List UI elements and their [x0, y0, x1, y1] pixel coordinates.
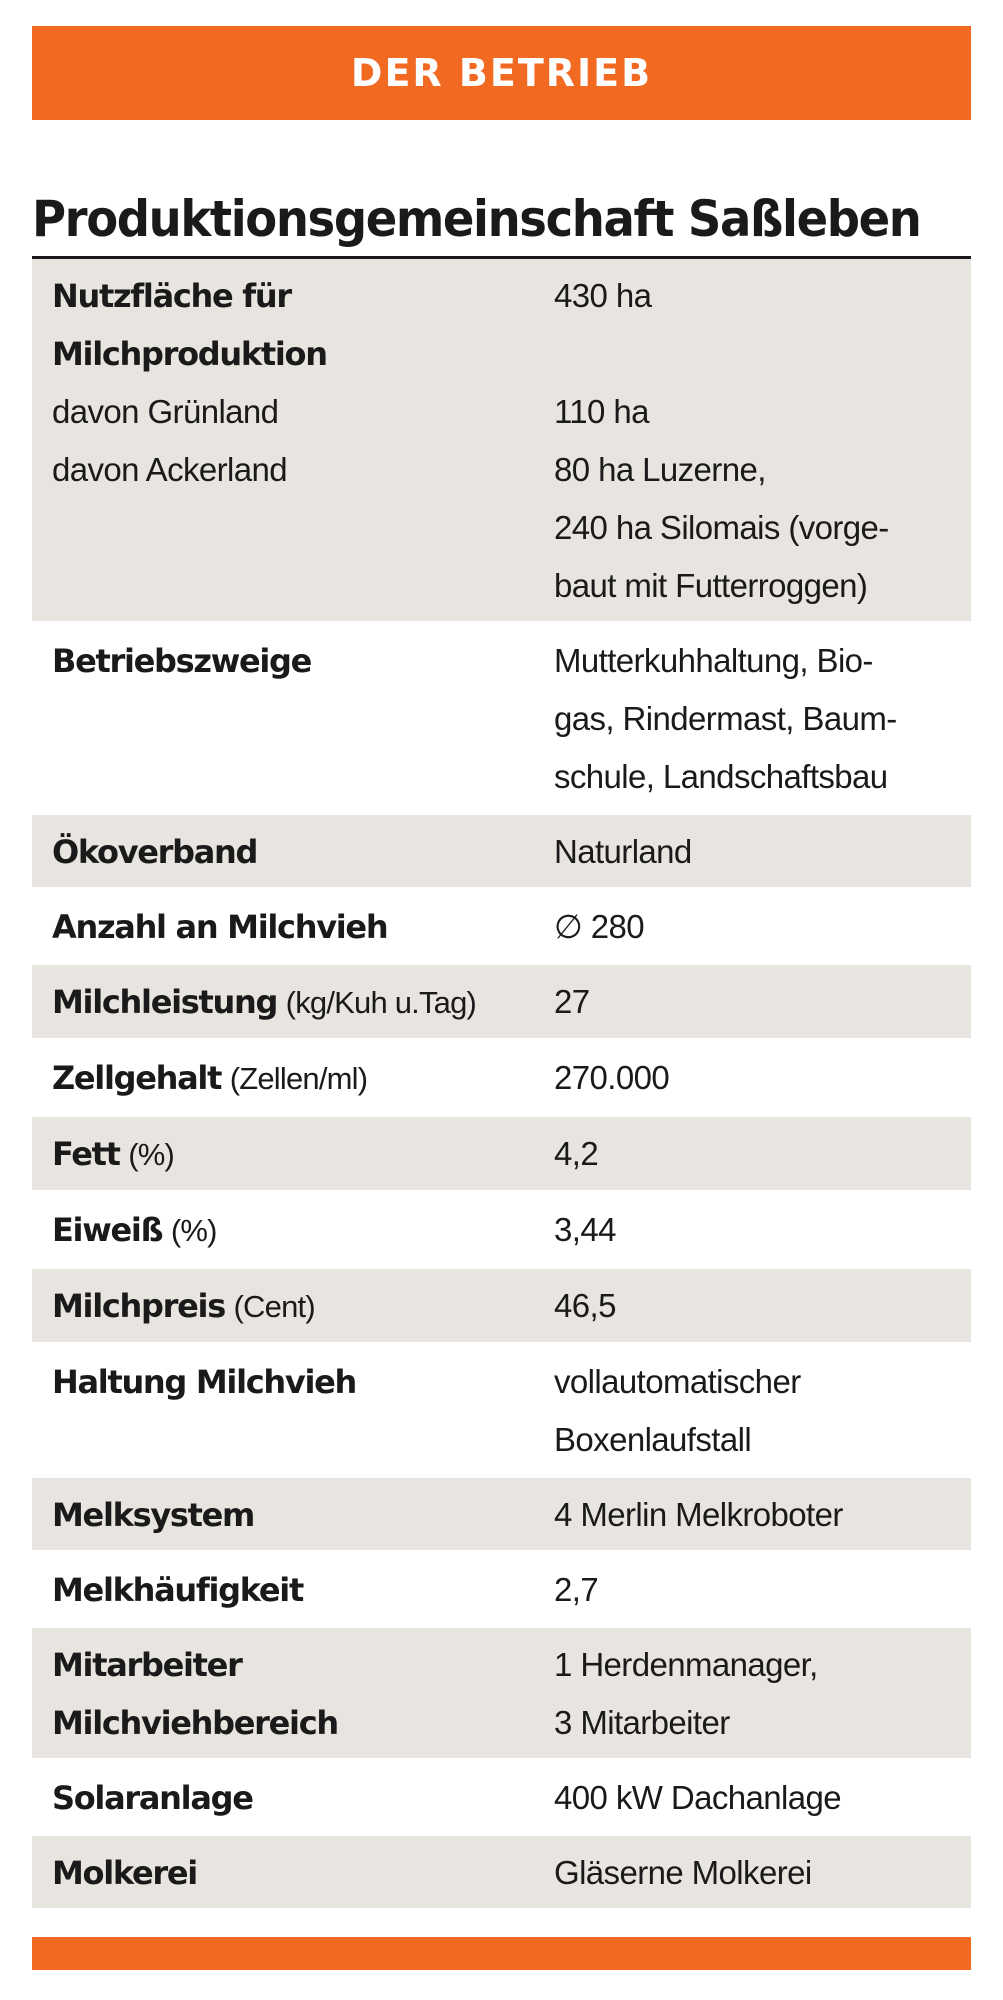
row-value-cell — [554, 632, 971, 806]
row-value: baut mit Futterroggen) — [554, 567, 868, 604]
row-unit: (kg/Kuh u.Tag) — [285, 985, 477, 1020]
row-label-line — [52, 1201, 554, 1260]
row-label-cell — [32, 1636, 554, 1752]
row-value: 110 ha — [554, 393, 649, 430]
table-row — [32, 624, 971, 812]
row-value: Boxenlaufstall — [554, 1421, 752, 1458]
row-label: Mitarbeiter — [52, 1646, 242, 1684]
row-value-cell — [554, 1049, 971, 1108]
bottom-accent-bar — [32, 1937, 971, 1970]
row-label: Anzahl an Milchvieh — [52, 908, 388, 946]
row-label: Eiweiß — [52, 1211, 163, 1249]
table-row — [32, 1345, 971, 1475]
table-row — [32, 890, 971, 962]
page-title: Produktionsgemeinschaft Saßleben — [32, 190, 921, 248]
row-label-cell — [32, 1125, 554, 1184]
row-label-line — [52, 1277, 554, 1336]
row-value: 4,2 — [554, 1135, 599, 1172]
row-label-cell — [32, 898, 554, 956]
row-value: 80 ha Luzerne, — [554, 451, 766, 488]
row-label-cell — [32, 1561, 554, 1619]
row-value: vollautomatischer — [554, 1363, 801, 1400]
row-value: 46,5 — [554, 1287, 616, 1324]
row-label-cell — [32, 1201, 554, 1260]
row-value-cell — [554, 823, 971, 881]
row-value: 430 ha — [554, 277, 652, 314]
row-value-cell — [554, 1561, 971, 1619]
table-row — [32, 1117, 971, 1190]
row-value: 3,44 — [554, 1211, 616, 1248]
row-label: Zellgehalt — [52, 1059, 222, 1097]
row-value: Naturland — [554, 833, 692, 870]
row-value: Gläserne Molkerei — [554, 1854, 812, 1891]
row-unit: (%) — [170, 1213, 217, 1248]
row-value-cell — [554, 1125, 971, 1184]
row-value — [554, 325, 961, 383]
row-label-cell — [32, 267, 554, 615]
row-label: Milchpreis — [52, 1287, 225, 1325]
row-label: Fett — [52, 1135, 120, 1173]
row-unit: (Cent) — [233, 1289, 315, 1324]
row-label-cell — [32, 632, 554, 806]
row-value-cell — [554, 1844, 971, 1902]
row-label-line — [52, 1844, 554, 1902]
row-label-line — [52, 383, 554, 441]
table-row — [32, 1761, 971, 1833]
row-label-cell — [32, 1769, 554, 1827]
row-label: Solaranlage — [52, 1779, 253, 1817]
section-banner — [32, 26, 971, 120]
row-label-cell — [32, 1049, 554, 1108]
row-value: schule, Landschaftsbau — [554, 758, 888, 795]
table-row — [32, 259, 971, 621]
row-value-cell — [554, 1769, 971, 1827]
row-label-cell — [32, 1277, 554, 1336]
row-value-cell — [554, 973, 971, 1032]
row-value: 27 — [554, 983, 590, 1020]
row-label-line — [52, 267, 554, 325]
row-value-cell — [554, 1353, 971, 1469]
row-label: Nutzfläche für — [52, 277, 291, 315]
table-row — [32, 815, 971, 887]
row-value-cell — [554, 1636, 971, 1752]
row-label-line — [52, 1486, 554, 1544]
row-label-line — [52, 1049, 554, 1108]
row-label: Betriebszweige — [52, 642, 312, 680]
row-value-cell — [554, 1201, 971, 1260]
row-value-cell — [554, 898, 971, 956]
row-value: 2,7 — [554, 1571, 599, 1608]
row-value: gas, Rindermast, Baum- — [554, 700, 897, 737]
row-value-cell — [554, 1486, 971, 1544]
row-value: 4 Merlin Melkroboter — [554, 1496, 843, 1533]
row-value: 1 Herdenmanager, — [554, 1646, 818, 1683]
row-value: Mutterkuhhaltung, Bio- — [554, 642, 873, 679]
table-row — [32, 1478, 971, 1550]
facts-table — [32, 259, 971, 1908]
table-row — [32, 1836, 971, 1908]
row-label: Melkhäufigkeit — [52, 1571, 303, 1609]
row-label: Milchproduktion — [52, 335, 327, 373]
row-label-line — [52, 823, 554, 881]
row-value: 270.000 — [554, 1059, 670, 1096]
row-unit: (Zellen/ml) — [229, 1061, 368, 1096]
table-row — [32, 965, 971, 1038]
table-row — [32, 1628, 971, 1758]
row-sublabel: davon Ackerland — [52, 451, 288, 488]
row-label-line — [52, 632, 554, 690]
row-label: Melksystem — [52, 1496, 255, 1534]
row-label-line — [52, 1561, 554, 1619]
row-label-line — [52, 898, 554, 956]
row-label-line — [52, 1125, 554, 1184]
row-label-line — [52, 1769, 554, 1827]
row-label-cell — [32, 1844, 554, 1902]
row-value-cell — [554, 1277, 971, 1336]
row-label-line — [52, 1636, 554, 1694]
table-row — [32, 1193, 971, 1266]
row-label: Haltung Milchvieh — [52, 1363, 356, 1401]
row-label-line — [52, 441, 554, 499]
row-label: Molkerei — [52, 1854, 197, 1892]
table-row — [32, 1041, 971, 1114]
table-row — [32, 1269, 971, 1342]
row-label-line — [52, 325, 554, 383]
row-label-cell — [32, 973, 554, 1032]
row-label-line — [52, 1694, 554, 1752]
row-value-cell — [554, 267, 971, 615]
row-value: 400 kW Dachanlage — [554, 1779, 841, 1816]
row-value: 240 ha Silomais (vorge- — [554, 509, 889, 546]
row-label-cell — [32, 1353, 554, 1469]
row-label-line — [52, 973, 554, 1032]
row-label: Milchleistung — [52, 983, 278, 1021]
banner-title: DER BETRIEB — [350, 51, 653, 95]
table-row — [32, 1553, 971, 1625]
row-label-cell — [32, 823, 554, 881]
row-value: ∅ 280 — [554, 908, 644, 945]
row-label: Ökoverband — [52, 833, 258, 871]
row-label-line — [52, 1353, 554, 1411]
row-label: Milchviehbereich — [52, 1704, 338, 1742]
row-unit: (%) — [128, 1137, 175, 1172]
row-value: 3 Mitarbeiter — [554, 1704, 730, 1741]
row-label-cell — [32, 1486, 554, 1544]
row-sublabel: davon Grünland — [52, 393, 279, 430]
